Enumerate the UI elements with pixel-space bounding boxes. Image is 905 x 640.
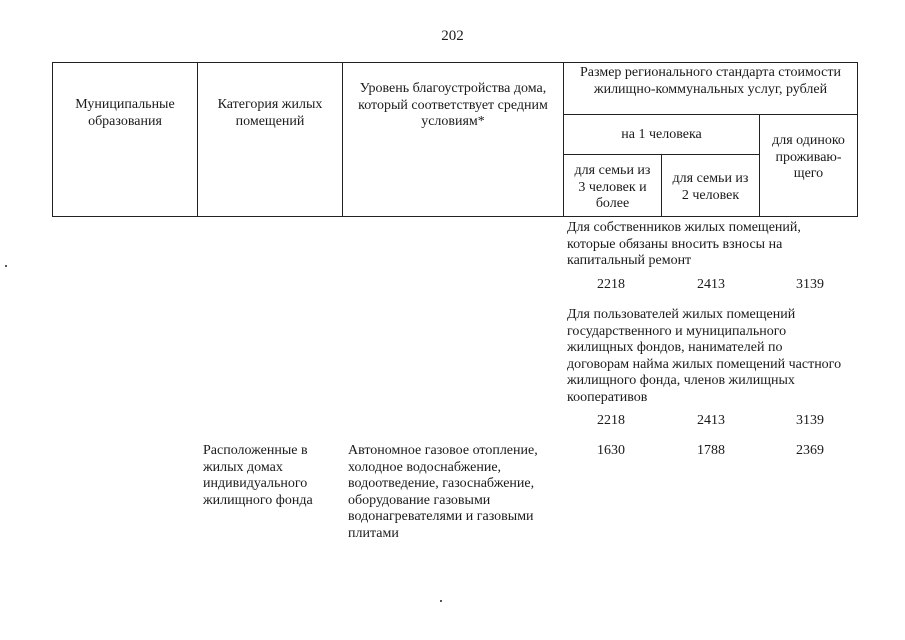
column-divider <box>197 63 198 216</box>
scan-speck <box>440 600 442 602</box>
header-per-person: на 1 человека <box>621 127 702 142</box>
section-label-owners: Для собственников жилых помещений, которые обязаны вносить взносы на капитальный ремонт <box>567 220 801 268</box>
header-level: Уровень благоустройства дома, который соответствует средним условиям* <box>358 81 548 129</box>
header-single: для одиноко проживаю-щего <box>772 133 845 181</box>
header-municipal: Муниципальные образования <box>75 97 175 129</box>
value-users-family3: 2218 <box>597 413 625 428</box>
value-users-single: 3139 <box>796 413 824 428</box>
row-divider <box>563 114 857 115</box>
page-number: 202 <box>441 28 464 44</box>
table-header <box>52 62 858 217</box>
header-family3: для семьи из 3 человек и более <box>574 163 651 211</box>
header-standard: Размер регионального стандарта стоимости жилищно-коммунальных услуг, рублей <box>580 65 841 97</box>
section-label-users: Для пользователей жилых помещений государственного и муниципального жилищных фондов, нанимателей по договорам найма жилых помещений частного жилищного фонда, членов жилищных кооперативов <box>567 307 842 405</box>
value-owners-family3: 2218 <box>597 277 625 292</box>
row-category: Расположенные в жилых домах индивидуального жилищного фонда <box>203 443 313 508</box>
value-users-family2: 2413 <box>697 413 725 428</box>
header-category: Категория жилых помещений <box>217 97 323 129</box>
value-row-family3: 1630 <box>597 443 625 458</box>
row-divider <box>563 154 759 155</box>
header-family2: для семьи из 2 человек <box>672 171 749 203</box>
scan-speck <box>5 265 7 267</box>
value-owners-family2: 2413 <box>697 277 725 292</box>
value-owners-single: 3139 <box>796 277 824 292</box>
row-level: Автономное газовое отопление, холодное водоснабжение, водоотведение, газоснабжение, оборудование газовыми водонагревателями и газовыми плитами <box>348 443 538 541</box>
value-row-family2: 1788 <box>697 443 725 458</box>
value-row-single: 2369 <box>796 443 824 458</box>
